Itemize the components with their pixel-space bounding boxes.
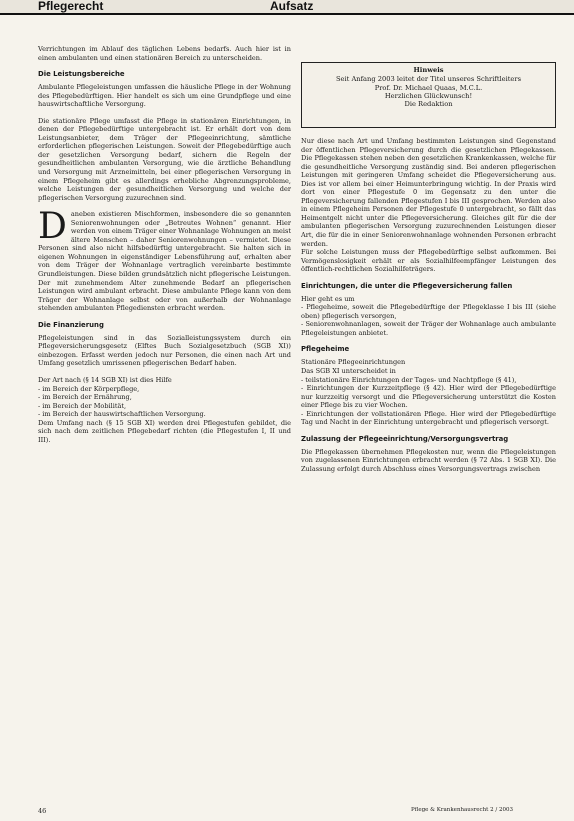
paragraph: Verrichtungen im Ablauf des täglichen Lebens bedarfs. Auch hier ist in einen ambulanten und einen stationären Bereich zu unterscheiden. <box>38 45 291 62</box>
paragraph: Die stationäre Pflege umfasst die Pflege in stationären Einrichtungen, in denen der Pflegebedürftige untergebracht ist. Er erhält dort von dem Leistungsanbieter, dem Träger der Pflegeeinrichtung, sämtliche erforderlichen pflegerischen Leistungen. Soweit der Pflegebedürftige auch der gesetzlichen Versorgung bedarf, sichern die Regeln der gesundheitlichen ambulanten Versorgung, wie die ärztliche Behandlung und Versorgung mit Arzneimitteln, bei einer pflegerischen Versorgung in einem Pflegeheim gibt es allerdings erhebliche Abgrenzungsprobleme, welche Leistungen der gesundheitlichen Versorgung und welche der pflegerischen Versorgung zuzurechnen sind. <box>38 116 291 202</box>
section-label: Pflegerecht <box>38 0 104 13</box>
dropcap: D <box>38 206 67 248</box>
section-heading: Zulassung der Pflegeeinrichtung/Versorgungsvertrag <box>301 434 509 443</box>
paragraph: Hier geht es um - Pflegeheime, soweit die Pflegebedürftige der Pflegeklasse I bis III (siehe oben) pflegerisch versorgen, - Seniorenwohnanlagen, soweit der Träger der Wohnanlage auch ambulante Pflegeleistungen anbietet. <box>301 294 556 337</box>
paragraph: Nur diese nach Art und Umfang bestimmten Leistungen sind Gegenstand der öffentlichen Pflegeversicherung durch die gesetzlichen Pflegekassen. Die Pflegekassen stehen neben den gesetzlichen Krankenkassen, welche für die gesundheitliche Versorgung zuständig sind. Bei anderen pflegerischen Leistungen mit geringeren Umfang scheidet die Pflegeversicherung aus. Dies ist vor allem bei einer Heimunterbringung wichtig. In der Praxis wird dort von einer Pflegestufe 0 im Gegensatz zu den unter die Pflegeversicherung fallenden Pflegestufen I bis III gesprochen. Werden also in einem Pflegeheim Personen der Pflegestufe 0 untergebracht, so fällt das Heimentgelt nicht unter die Pflegeversicherung. Gleiches gilt für die der ambulanten pflegerischen Versorgung zuzurechnenden Leistungen dieser Art, die für die in einer Seniorenwohnanlage wohnenden Personen erbracht werden. Für solche Leistungen muss der Pflegebedürftige selbst aufkommen. Bei Vermögenslosigkeit erhält er als Sozialhilfeempfänger Leistungen des öffentlich-rechtlichen Sozialhilfeträgers. <box>301 137 556 274</box>
paragraph: Pflegeleistungen sind in das Sozialleistungssystem durch ein Pflegeversicherungsgesetz (Elftes Buch Sozialgesetzbuch (SGB XI)) einbezogen. Erfasst werden jedoch nur Personen, die einen nach Art und Umfang gesetzlich umrissenen pflegerischen Bedarf haben. <box>38 333 291 368</box>
header-rule <box>0 13 574 15</box>
notice-title: Hinweis <box>413 66 444 74</box>
notice-line: Die Redaktion <box>404 100 453 109</box>
paragraph-with-dropcap <box>38 206 291 313</box>
article-type-label: Aufsatz <box>270 0 314 13</box>
paragraph: Ambulante Pflegeleistungen umfassen die häusliche Pflege in der Wohnung des Pflegebedürftigen. Hier handelt es sich um eine Grundpflege und eine hauswirtschaftliche Versorgung. <box>38 83 291 109</box>
running-header <box>0 0 574 13</box>
section-heading: Die Finanzierung <box>38 320 104 329</box>
paragraph: Stationäre Pflegeeinrichtungen Das SGB XI unterscheidet in - teilstationäre Einrichtungen der Tages- und Nachtpflege (§ 41), - Einrichtungen der Kurzzeitpflege (§ 42). Hier wird der Pflegebedürftige nur kurzzeitig versorgt und die Pflegeversicherung unterstützt die Kosten einer Pflege bis zu vier Wochen. - Einrichtungen der vollstationären Pflege. Hier wird der Pflegebedürftige Tag und Nacht in der Einrichtung untergebracht und pflegerisch versorgt. <box>301 358 556 427</box>
journal-footer: Pflege & Krankenhausrecht 2 / 2003 <box>411 807 513 813</box>
page-number: 46 <box>38 807 47 815</box>
paragraph: Der Art nach (§ 14 SGB XI) ist dies Hilfe - im Bereich der Körperpflege, - im Bereich der Ernährung, - im Bereich der Mobilität, - im Bereich der hauswirtschaftlichen Versorgung. Dem Umfang nach (§ 15 SGB XI) werden drei Pflegestufen gebildet, die sich nach dem zeitlichen Pflegebedarf richten (die Pflegestufen I, II und III). <box>38 375 291 444</box>
notice-line: Seit Anfang 2003 leitet der Titel unseres Schriftleiters <box>335 75 522 84</box>
paragraph-text: aneben existieren Mischformen, insbesondere die so genannten Seniorenwohnungen oder „Betreutes Wohnen“ genannt. Hier werden von einem Träger einer Wohnanlage Wohnungen an meist ältere Menschen – daher Seniorenwohnungen – vermietet. Diese Personen sind also nicht hilfsbedürftig untergebracht. Sie halten sich in eigenen Wohnungen in eigenständiger Lebensführung auf, erhalten aber von dem Träger der Wohnanlage vertraglich vereinbarte bestimmte Grundleistungen. Diese bilden grundsätzlich nicht pflegerische Leistungen. Der mit zunehmendem Alter zunehmende Bedarf an pflegerischen Leistungen wird ambulant erbracht. Diese ambulante Pflege kann von dem Träger der Wohnanlage selbst oder von außerhalb der Wohnanlage stehenden ambulanten Pflegediensten erbracht werden. <box>38 210 291 313</box>
left-column <box>38 45 291 452</box>
section-heading: Einrichtungen, die unter die Pflegeversicherung fallen <box>301 281 513 290</box>
notice-line: Prof. Dr. Michael Quaas, M.C.L. <box>374 83 483 92</box>
right-column <box>301 137 556 482</box>
paragraph: Die Pflegekassen übernehmen Pflegekosten nur, wenn die Pflegeleistungen von zugelassenen Einrichtungen erbracht werden (§ 72 Abs. 1 SGB XI). Die Zulassung erfolgt durch Abschluss eines Versorgungsvertrags zwischen <box>301 447 556 473</box>
section-heading: Die Leistungsbereiche <box>38 70 125 79</box>
section-heading: Pflegeheime <box>301 345 350 354</box>
notice-line: Herzlichen Glückwunsch! <box>384 91 473 100</box>
notice-box <box>301 62 556 128</box>
